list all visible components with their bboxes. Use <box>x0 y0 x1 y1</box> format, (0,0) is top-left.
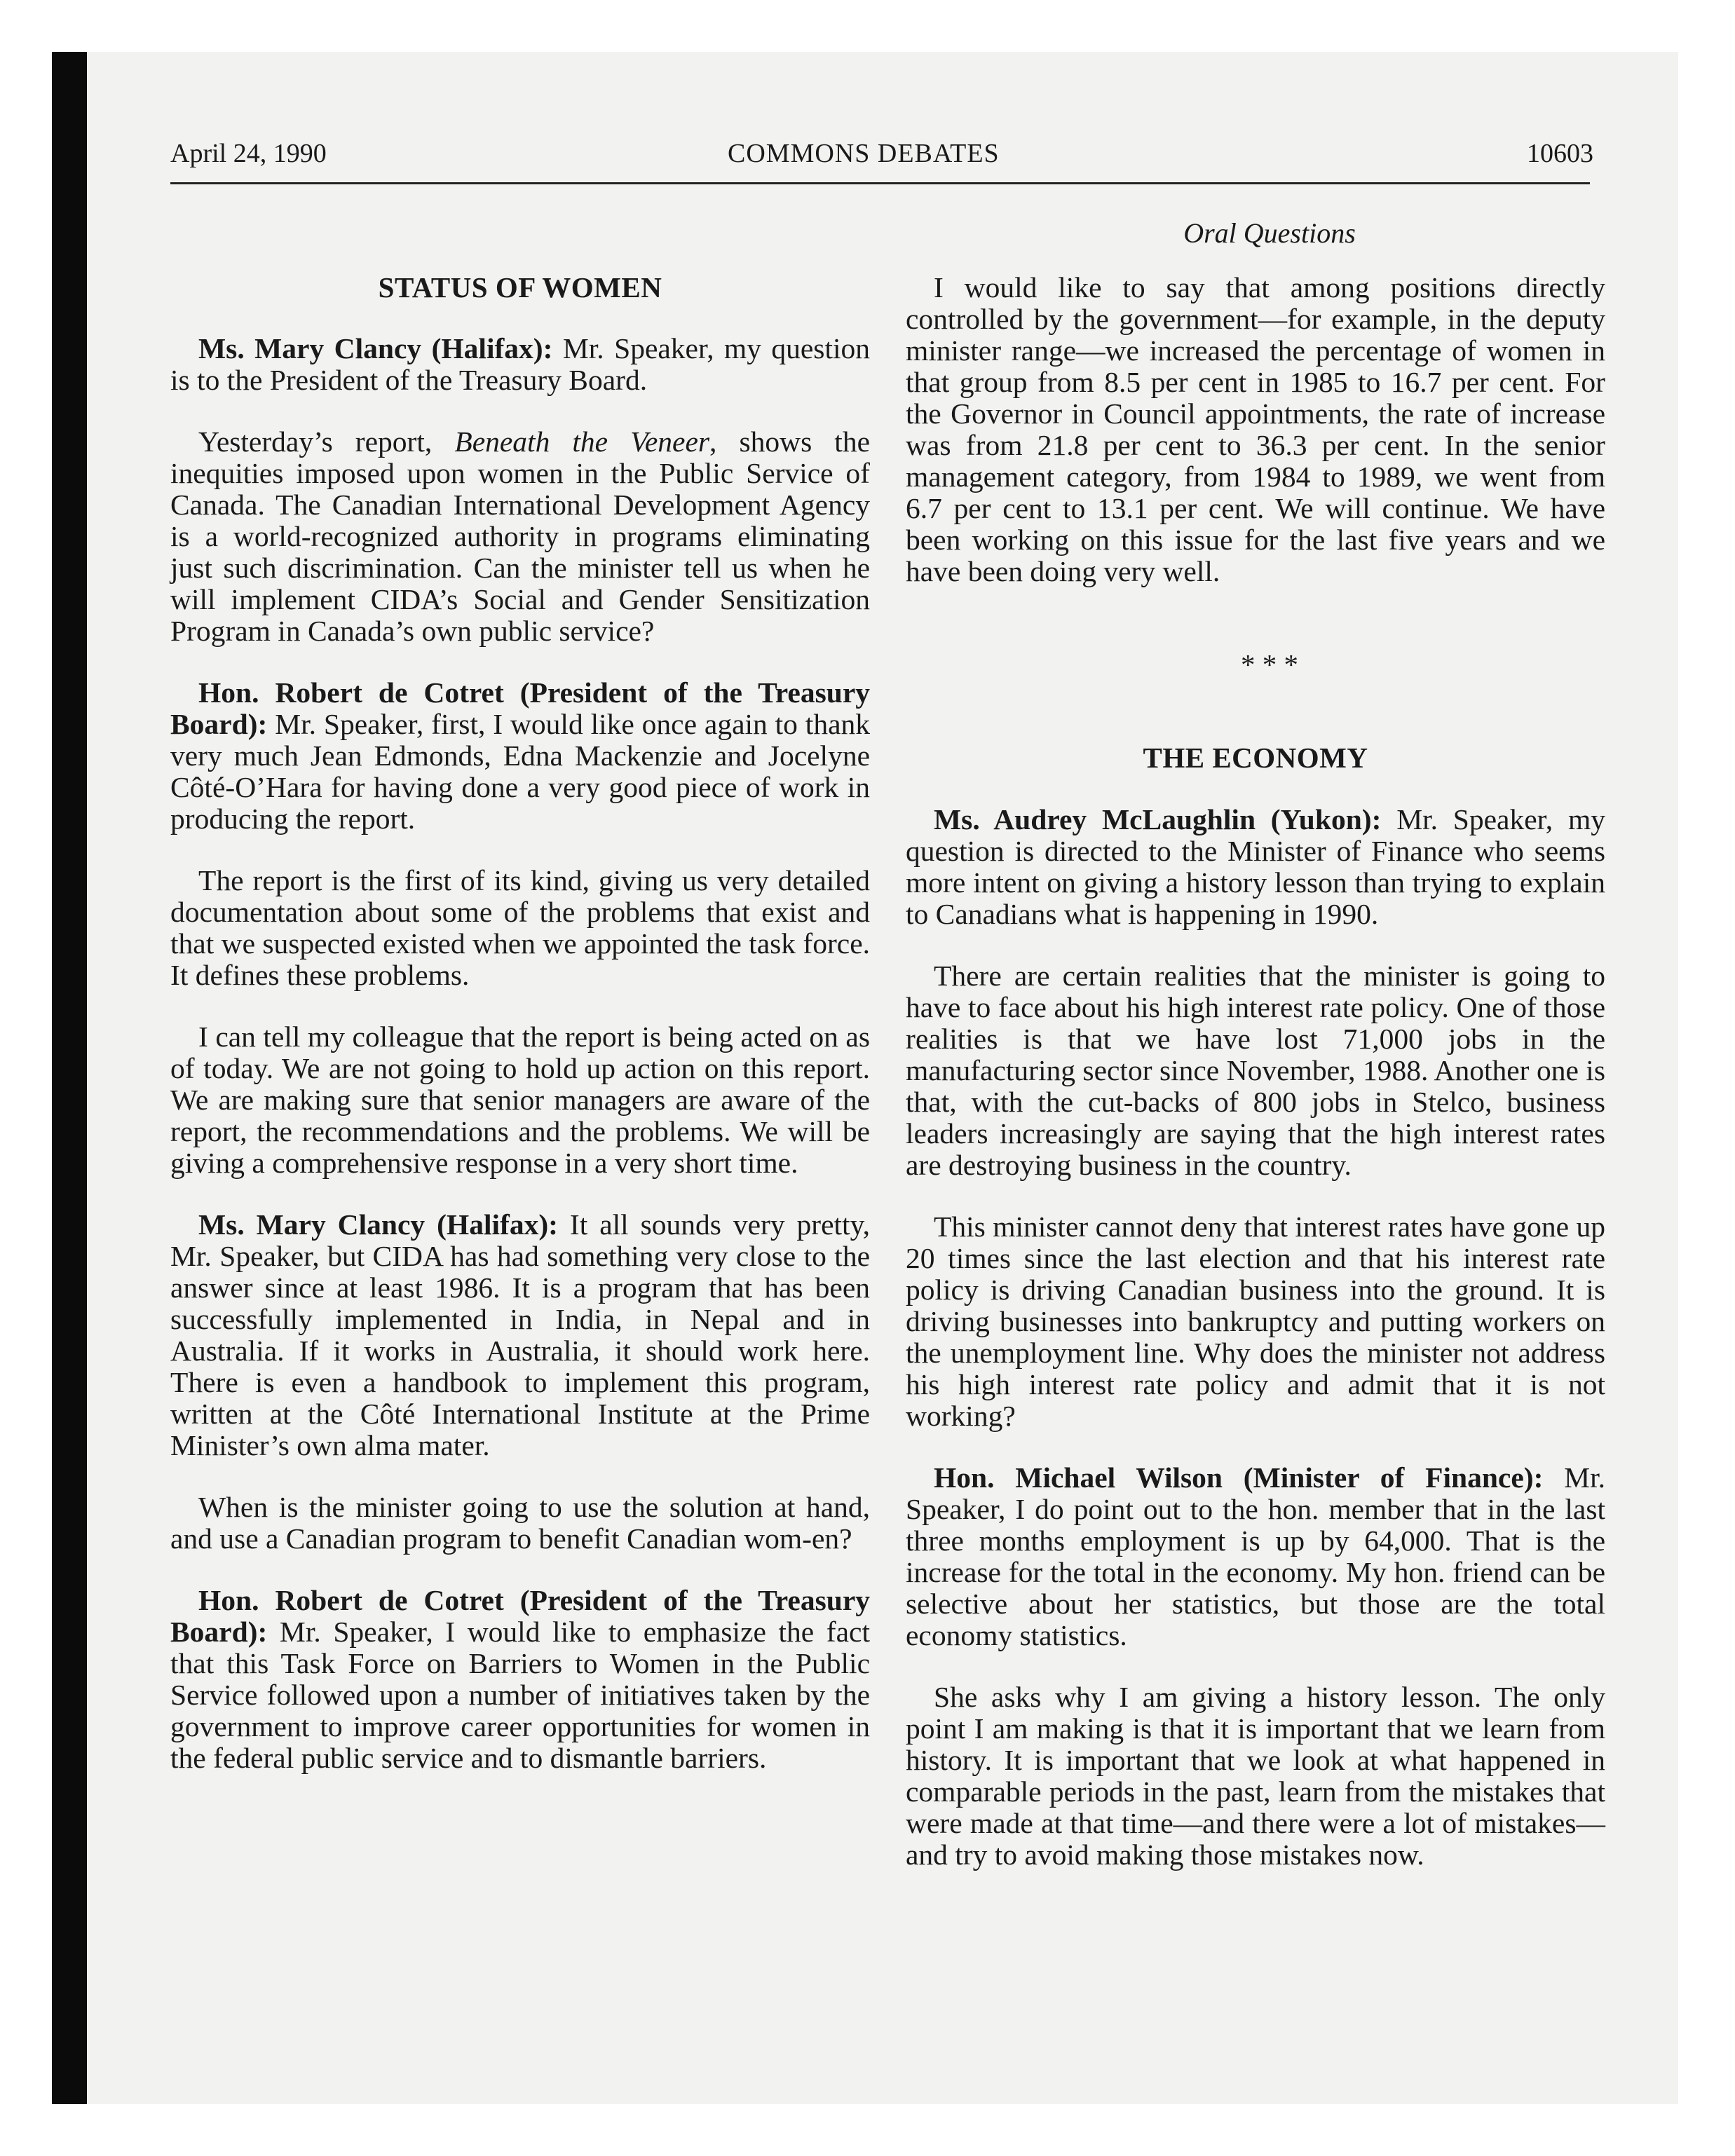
paragraph: I can tell my colleague that the report is being acted on as of today. We are not going to hold up action on this report. We are making sure that senior managers are aware of the report, the recommendations and the problems. We will be giving a comprehensive response in a very short time. <box>170 1021 870 1179</box>
header-page-number: 10603 <box>1527 139 1593 168</box>
paragraph: Hon. Robert de Cotret (President of the Treasury Board): Mr. Speaker, I would like to emphasize the fact that this Task Force on Barriers to Women in the Public Service followed upon a number of initiatives taken by the government to improve career opportunities for women in the federal public service and to dismantle barriers. <box>170 1584 870 1774</box>
header-date: April 24, 1990 <box>170 139 327 168</box>
header-title: COMMONS DEBATES <box>728 139 1000 168</box>
speaker-name: Hon. Michael Wilson (Minister of Finance): <box>934 1461 1544 1494</box>
section-separator: * * * <box>1241 648 1298 681</box>
section-heading-the-economy: THE ECONOMY <box>1143 742 1368 774</box>
speaker-name: Ms. Mary Clancy (Halifax): <box>198 1208 558 1241</box>
paragraph: The report is the first of its kind, giving us very detailed documentation about some of the problems that exist and that we suspected existed when we appointed the task force. It defines these problems. <box>170 864 870 991</box>
right-column <box>906 217 1605 1871</box>
paragraph: Hon. Michael Wilson (Minister of Finance): Mr. Speaker, I do point out to the hon. member that in the last three months employment is up by 64,000. That is the increase for the total in the economy. My hon. friend can be selective about her statistics, but those are the total economy statistics. <box>906 1461 1605 1651</box>
left-column <box>170 217 870 1774</box>
paragraph: Ms. Audrey McLaughlin (Yukon): Mr. Speaker, my question is directed to the Minister of Finance who seems more intent on giving a history lesson than trying to explain to Canadians what is happening in 1990. <box>906 803 1605 930</box>
section-heading-status-of-women: STATUS OF WOMEN <box>378 271 662 303</box>
speaker-name: Hon. Robert de Cotret (President of the Treasury Board): <box>170 676 870 740</box>
report-title: Beneath the Veneer <box>454 425 710 458</box>
speaker-name: Ms. Mary Clancy (Halifax): <box>198 332 553 364</box>
paragraph: Yesterday’s report, Beneath the Veneer, shows the inequities imposed upon women in the Public Service of Canada. The Canadian International Development Agency is a world-recognized authority in programs eliminating just such discrimination. Can the minister tell us when he will implement CIDA’s Social and Gender Sensitization Program in Canada’s own public service? <box>170 425 870 647</box>
paragraph: Ms. Mary Clancy (Halifax): It all sounds very pretty, Mr. Speaker, but CIDA has had something very close to the answer since at least 1986. It is a program that has been successfully implemented in India, in Nepal and in Australia. If it works in Australia, it should work here. There is even a handbook to implement this program, written at the Côté International Institute at the Prime Minister’s own alma mater. <box>170 1208 870 1461</box>
header-rule <box>170 182 1590 184</box>
paragraph: There are certain realities that the minister is going to have to face about his high interest rate policy. One of those realities is that we have lost 71,000 jobs in the manufacturing sector since November, 1988. Another one is that, with the cut-backs of 800 jobs in Stelco, business leaders increasingly are saying that the high interest rates are destroying business in the country. <box>906 960 1605 1181</box>
paragraph: She asks why I am giving a history lesson. The only point I am making is that it is important that we learn from history. It is important that we look at what happened in comparable periods in the past, learn from the mistakes that were made at that time—and there were a lot of mistakes—and try to avoid making those mistakes now. <box>906 1681 1605 1871</box>
paragraph: When is the minister going to use the solution at hand, and use a Canadian program to benefit Canadian wom-en? <box>170 1491 870 1555</box>
paragraph: Hon. Robert de Cotret (President of the Treasury Board): Mr. Speaker, first, I would like once again to thank very much Jean Edmonds, Edna Mackenzie and Jocelyne Côté-O’Hara for having done a very good piece of work in producing the report. <box>170 676 870 835</box>
paragraph: This minister cannot deny that interest rates have gone up 20 times since the last election and that his interest rate policy is driving Canadian business into the ground. It is driving businesses into bankruptcy and putting workers on the unemployment line. Why does the minister not address his high interest rate policy and admit that it is not working? <box>906 1210 1605 1432</box>
speaker-name: Ms. Audrey McLaughlin (Yukon): <box>934 803 1382 835</box>
running-head: Oral Questions <box>1183 217 1356 249</box>
speaker-name: Hon. Robert de Cotret (President of the Treasury Board): <box>170 1584 870 1648</box>
paragraph: I would like to say that among positions directly controlled by the government—for example, in the deputy minister range—we increased the percentage of women in that group from 8.5 per cent in 1985 to 16.7 per cent. For the Governor in Council appointments, the rate of increase was from 21.8 per cent to 36.3 per cent. In the senior management category, from 1984 to 1989, we went from 6.7 per cent to 13.1 per cent. We will continue. We have been working on this issue for the last five years and we have been doing very well. <box>906 271 1605 587</box>
paragraph: Ms. Mary Clancy (Halifax): Mr. Speaker, my question is to the President of the Treasury Board. <box>170 332 871 396</box>
binding-edge <box>52 52 87 2104</box>
